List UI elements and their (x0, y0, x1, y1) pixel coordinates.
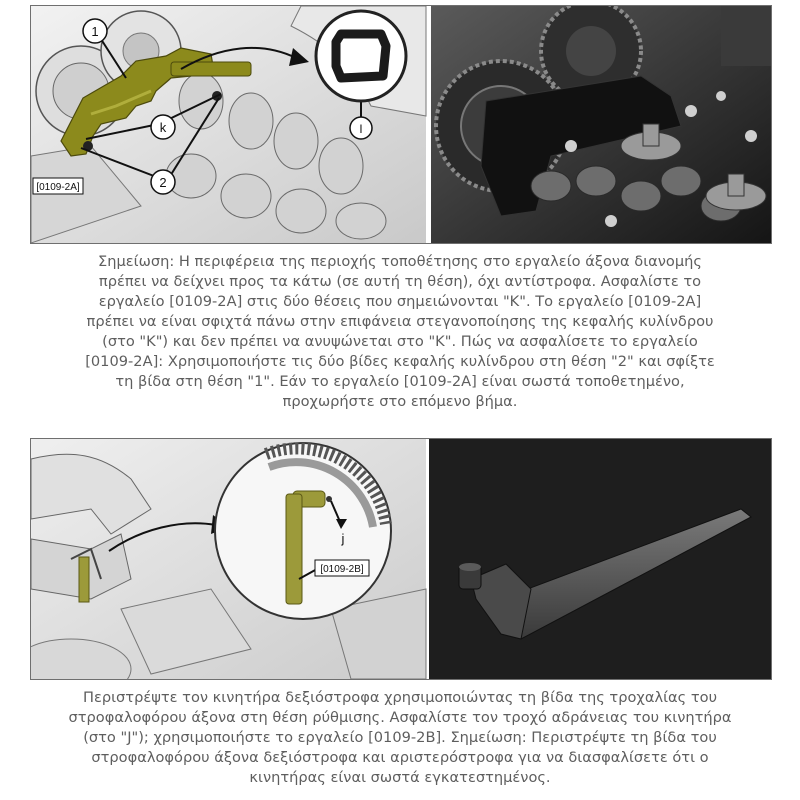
callout-l (350, 117, 372, 139)
callout-2 (151, 170, 175, 194)
note-line: στροφαλοφόρου άξονα δεξιόστροφα και αριστερόστροφα για να διασφαλίσετε ότι ο (91, 749, 709, 766)
svg-text:l: l (359, 122, 363, 136)
detail-circle-bottom (215, 443, 391, 619)
svg-text:1: 1 (91, 24, 99, 39)
note-line: πρέπει να δείχνει προς τα κάτω (σε αυτή τη θέση), όχι αντίστροφα. Ασφαλίστε το (98, 273, 702, 290)
note-line: (στο "K") και δεν πρέπει να ανυψώνεται στο "K". Πώς να ασφαλίσετε το εργαλείο (102, 333, 698, 350)
callout-1 (83, 19, 107, 43)
note-line: στροφαλοφόρου άξονα στη θέση ρύθμισης. Ασφαλίστε τον τροχό αδράνειας του κινητήρα (68, 709, 732, 726)
note-line: κινητήρας είναι σωστά εγκατεστημένος. (249, 769, 551, 786)
note-line: προχωρήστε στο επόμενο βήμα. (282, 393, 518, 410)
svg-text:j: j (341, 531, 345, 546)
bottom-figure (30, 438, 772, 680)
engine-photo-top (431, 6, 771, 243)
note-line: Περιστρέψτε τον κινητήρα δεξιόστροφα χρησιμοποιώντας τη βίδα της τροχαλίας του (82, 689, 718, 706)
top-figure (30, 5, 772, 244)
note-bottom (0, 688, 800, 788)
note-line: εργαλείο [0109-2A] στις δύο θέσεις που σημειώνονται "K". Το εργαλείο [0109-2A] (98, 293, 702, 310)
callout-j (341, 531, 345, 546)
svg-text:k: k (159, 120, 167, 135)
note-top (0, 252, 800, 412)
callout-k (151, 115, 175, 139)
note-line: Σημείωση: Η περιφέρεια της περιοχής τοποθέτησης στο εργαλείο άξονα διανομής (98, 253, 702, 270)
note-line: (στο "J"); χρησιμοποιήστε το εργαλείο [0109-2B]. Σημείωση: Περιστρέψτε τη βίδα του (83, 729, 717, 746)
svg-text:[0109-2B]: [0109-2B] (320, 564, 364, 575)
tool-photo-0109-2B (429, 439, 771, 679)
detail-circle-top (316, 11, 406, 101)
note-line: [0109-2A]: Χρησιμοποιήστε τις δύο βίδες κεφαλής κυλίνδρου στη θέση "2" και σφίξτε (85, 353, 715, 370)
note-line: τη βίδα στη θέση "1". Εάν το εργαλείο [0109-2A] είναι σωστά τοποθετημένο, (115, 373, 685, 390)
svg-text:[0109-2A]: [0109-2A] (36, 182, 80, 193)
svg-text:2: 2 (159, 175, 167, 190)
tool-code-label-0109-2A (33, 178, 83, 194)
tool-code-label-0109-2B (315, 560, 369, 576)
note-line: πρέπει να είναι σφιχτά πάνω στην επιφάνεια στεγανοποίησης της κεφαλής κυλίνδρου (86, 313, 714, 330)
